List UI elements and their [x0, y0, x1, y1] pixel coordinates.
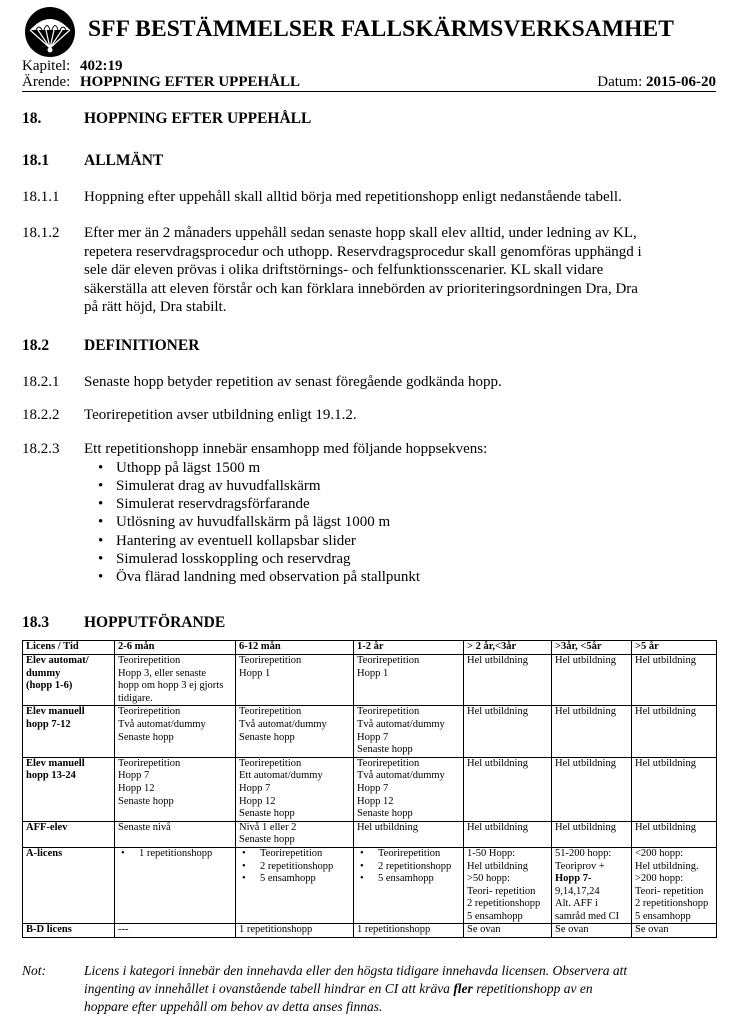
- list-item-text: Hantering av eventuell kollapsbar slider: [116, 532, 356, 549]
- header-divider: [22, 91, 716, 92]
- cell-line: Teorirepetition: [357, 757, 420, 769]
- cell-line: Senaste hopp: [357, 744, 413, 756]
- paragraph-text: Ett repetitionshopp innebär ensamhopp med följande hoppsekvens:: [84, 441, 488, 457]
- chapter-number: 18.: [22, 110, 42, 127]
- table-cell: [354, 821, 464, 847]
- note-label: Not:: [22, 963, 47, 978]
- list-item: [360, 861, 460, 874]
- table-cell: [115, 821, 236, 847]
- cell-line: Två automat/dummy: [357, 718, 445, 730]
- cell-line: A-licens: [26, 847, 63, 859]
- column-header: >3år, <5år: [552, 641, 632, 655]
- table-cell: [354, 706, 464, 757]
- cell-line: ---: [118, 924, 129, 936]
- datum-label: Datum:: [597, 74, 643, 90]
- cell-line: Senaste hopp: [118, 795, 174, 807]
- bullet-icon: •: [98, 532, 104, 549]
- cell-line: Elev manuell: [26, 706, 85, 718]
- cell-line: Ett automat/dummy: [239, 770, 323, 782]
- cell-line: 1 repetitionshopp: [357, 924, 431, 936]
- cell-line: Två automat/dummy: [118, 718, 206, 730]
- list-item-text: Utlösning av huvudfallskärm på lägst 1000 m: [116, 514, 391, 531]
- cell-line: dummy: [26, 667, 61, 679]
- paragraph-18-2-1: [22, 373, 712, 392]
- cell-line: Senaste hopp: [239, 808, 295, 820]
- cell-line: Elev automat/: [26, 655, 89, 666]
- table-cell: [552, 821, 632, 847]
- table-cell: [115, 706, 236, 757]
- bullet-icon: •: [242, 873, 246, 885]
- paragraph-number: 18.1.2: [22, 225, 60, 241]
- list-item: [98, 495, 712, 513]
- cell-line: Två automat/dummy: [239, 718, 327, 730]
- bullet-icon: •: [360, 847, 364, 859]
- column-header: >5 år: [632, 641, 717, 655]
- table-row: [23, 847, 717, 924]
- table-row: [23, 924, 717, 938]
- cell-line: Teorirepetition: [118, 655, 181, 666]
- section-heading-18-1: [22, 152, 712, 171]
- paragraph-18-2-3: [22, 440, 712, 587]
- parachute-logo-icon: [22, 6, 78, 58]
- note-text: [84, 962, 716, 1015]
- table-row: [23, 655, 717, 706]
- cell-line: Hel utbildning: [467, 821, 528, 833]
- cell-line: Teori- repetition: [467, 885, 536, 897]
- table-cell: [632, 847, 717, 924]
- cell-line: Hopp 12: [239, 795, 276, 807]
- cell-bullet-list: [360, 848, 460, 886]
- cell-line: hopp om hopp 3 ej gjorts: [118, 680, 224, 692]
- cell-line: <200 hopp:: [635, 847, 684, 859]
- arende-label: Ärende:: [22, 74, 71, 90]
- cell-line: Nivå 1 eller 2: [239, 821, 297, 833]
- cell-line: Hel utbildning: [467, 706, 528, 718]
- table-cell: [632, 706, 717, 757]
- table-cell: [464, 847, 552, 924]
- section-number: 18.2: [22, 337, 50, 354]
- table-cell: [236, 757, 354, 821]
- table-cell: [552, 757, 632, 821]
- cell-line: Teori- repetition: [635, 885, 704, 897]
- list-item: [242, 861, 350, 874]
- license-cell: [23, 924, 115, 938]
- cell-line: 5 ensamhopp: [467, 910, 523, 922]
- table-cell: [236, 924, 354, 938]
- note-line: hoppare efter uppehåll om behov av detta anses finnas.: [84, 998, 383, 1014]
- cell-line: Hel utbildning: [635, 821, 696, 833]
- list-item-text: Teorirepetition: [260, 847, 323, 859]
- column-header: > 2 år,<3år: [464, 641, 552, 655]
- paragraph-18-1-1: [22, 188, 712, 207]
- license-cell: [23, 757, 115, 821]
- cell-line: Teorirepetition: [118, 757, 181, 769]
- cell-line: Hel utbildning: [555, 821, 616, 833]
- list-item: [98, 532, 712, 550]
- table-row: [23, 821, 717, 847]
- table-cell: [464, 924, 552, 938]
- cell-line: Teorirepetition: [239, 655, 302, 666]
- paragraph-number: 18.2.2: [22, 407, 60, 423]
- cell-line: Hopp 7-: [555, 873, 592, 885]
- chapter-heading: [22, 110, 712, 129]
- cell-line: 51-200 hopp:: [555, 847, 612, 859]
- table-cell: [236, 706, 354, 757]
- paragraph-line: sele där eleven prövas i olika driftstörnings- och felfunktionsscenarier. KL skall vidare: [84, 262, 604, 278]
- section-number: 18.3: [22, 614, 50, 631]
- cell-line: Senaste hopp: [357, 808, 413, 820]
- section-title: ALLMÄNT: [84, 152, 164, 169]
- chapter-title: HOPPNING EFTER UPPEHÅLL: [84, 110, 312, 127]
- table-cell: [115, 655, 236, 706]
- arende-row: [22, 74, 716, 91]
- bullet-icon: •: [360, 860, 364, 872]
- bullet-icon: •: [98, 496, 104, 513]
- cell-line: 2 repetitionshopp: [635, 898, 709, 910]
- list-item-text: 2 repetitionshopp: [378, 860, 452, 872]
- cell-line: (hopp 1-6): [26, 680, 73, 692]
- paragraph-line: på rätt höjd, Dra stabilt.: [84, 299, 227, 315]
- cell-line: Teoriprov +: [555, 860, 605, 872]
- cell-line: B-D licens: [26, 924, 72, 936]
- cell-line: Senaste hopp: [239, 834, 295, 846]
- bullet-icon: •: [98, 459, 104, 476]
- cell-line: Hel utbildning: [467, 655, 528, 666]
- bullet-icon: •: [242, 860, 246, 872]
- table-cell: [464, 821, 552, 847]
- note-line: Licens i kategori innebär den innehavda eller den högsta tidigare innehavda licensen. Observera att: [84, 963, 628, 978]
- list-item-text: Teorirepetition: [378, 847, 441, 859]
- paragraph-number: 18.1.1: [22, 189, 60, 205]
- license-cell: [23, 821, 115, 847]
- cell-line: 1 repetitionshopp: [239, 924, 313, 936]
- column-header: 6-12 mån: [236, 641, 354, 655]
- section-number: 18.1: [22, 152, 50, 169]
- note-fragment: ingenting av innehållet i ovanstående tabell hindrar en CI att kräva: [84, 980, 450, 996]
- cell-line: 9,14,17,24: [555, 885, 600, 897]
- list-item: [98, 568, 712, 586]
- cell-bullet-list: [242, 848, 350, 886]
- cell-line: Teorirepetition: [239, 757, 302, 769]
- license-cell: [23, 706, 115, 757]
- cell-line: Se ovan: [467, 924, 501, 936]
- list-item-text: Simulerat drag av huvudfallskärm: [116, 477, 321, 494]
- footnote: [22, 962, 716, 1015]
- cell-line: Hel utbildning: [555, 655, 616, 666]
- table-cell: [552, 655, 632, 706]
- cell-line: Hopp 3, eller senaste: [118, 667, 207, 679]
- paragraph-line: Efter mer än 2 månaders uppehåll sedan senaste hopp skall elev alltid, under ledning av KL,: [84, 225, 637, 241]
- note-line: [84, 980, 716, 998]
- list-item: [121, 848, 232, 861]
- cell-line: Senaste hopp: [239, 731, 295, 743]
- list-item-text: 2 repetitionshopp: [260, 860, 334, 872]
- cell-line: Teorirepetition: [357, 655, 420, 666]
- cell-line: Teorirepetition: [118, 706, 181, 718]
- note-fragment: repetitionshopp av en: [476, 980, 593, 996]
- cell-line: AFF-elev: [26, 821, 68, 833]
- table-cell: [115, 847, 236, 924]
- bullet-icon: •: [98, 514, 104, 531]
- cell-line: Hel utbildning: [635, 757, 696, 769]
- license-cell: [23, 655, 115, 706]
- section-heading-18-3: [22, 614, 712, 633]
- cell-line: >200 hopp:: [635, 873, 684, 885]
- license-cell: [23, 847, 115, 924]
- jump-sequence-list: [98, 459, 712, 587]
- cell-line: Senaste nivå: [118, 821, 171, 833]
- table-cell: [354, 847, 464, 924]
- bullet-icon: •: [98, 477, 104, 494]
- table-cell: [632, 757, 717, 821]
- paragraph-number: 18.2.3: [22, 441, 60, 457]
- cell-line: Hopp 7: [118, 770, 150, 782]
- list-item-text: Uthopp på lägst 1500 m: [116, 459, 261, 476]
- list-item: [360, 873, 460, 886]
- cell-line: Hopp 12: [118, 782, 155, 794]
- table-cell: [632, 924, 717, 938]
- cell-line: hopp 13-24: [26, 770, 76, 782]
- column-header: 2-6 mån: [115, 641, 236, 655]
- table-cell: [464, 655, 552, 706]
- cell-line: Hopp 1: [239, 667, 271, 679]
- cell-line: Teorirepetition: [357, 706, 420, 718]
- column-header: Licens / Tid: [23, 641, 115, 655]
- cell-line: Teorirepetition: [239, 706, 302, 718]
- paragraph-text: Teorirepetition avser utbildning enligt 19.1.2.: [84, 407, 357, 423]
- paragraph-line: repetera reservdragsprocedur och uthopp. Reservdragsprocedur skall genomföras upphängd i: [84, 243, 642, 260]
- cell-line: Hel utbildning: [467, 757, 528, 769]
- cell-line: 1-50 Hopp:: [467, 847, 516, 859]
- datum: [597, 74, 716, 91]
- table-cell: [552, 706, 632, 757]
- table-cell: [236, 821, 354, 847]
- list-item: [242, 873, 350, 886]
- paragraph-text: [84, 224, 712, 317]
- kapitel-value: 402:19: [80, 58, 123, 74]
- cell-line: 2 repetitionshopp: [467, 898, 541, 910]
- list-item: [98, 459, 712, 477]
- cell-line: Hopp 7: [239, 782, 271, 794]
- table-cell: [464, 706, 552, 757]
- table-cell: [464, 757, 552, 821]
- paragraph-18-2-2: [22, 406, 712, 425]
- kapitel-row: [22, 58, 716, 75]
- cell-line: Hel utbildning: [555, 706, 616, 718]
- cell-line: Se ovan: [635, 924, 669, 936]
- cell-line: Se ovan: [555, 924, 589, 936]
- cell-line: hopp 7-12: [26, 718, 71, 730]
- datum-value: 2015-06-20: [646, 74, 716, 90]
- cell-line: Hopp 12: [357, 795, 394, 807]
- table-cell: [632, 821, 717, 847]
- arende-value: HOPPNING EFTER UPPEHÅLL: [80, 74, 301, 90]
- table-cell: [354, 924, 464, 938]
- cell-line: Hopp 7: [357, 782, 389, 794]
- table-cell: [236, 847, 354, 924]
- list-item: [98, 477, 712, 495]
- cell-line: Hel utbildning: [635, 706, 696, 718]
- cell-line: Hopp 7: [357, 731, 389, 743]
- cell-line: Alt. AFF i: [555, 898, 598, 910]
- table-cell: [632, 655, 717, 706]
- section-title: DEFINITIONER: [84, 337, 200, 354]
- list-item-text: Simulerat reservdragsförfarande: [116, 496, 310, 513]
- table-cell: [115, 757, 236, 821]
- bullet-icon: •: [121, 847, 125, 859]
- cell-line: samråd med CI: [555, 910, 620, 922]
- cell-line: 5 ensamhopp: [635, 910, 691, 922]
- cell-line: Hopp 1: [357, 667, 389, 679]
- cell-line: Senaste hopp: [118, 731, 174, 743]
- list-item-text: 5 ensamhopp: [378, 873, 434, 885]
- table-cell: [552, 847, 632, 924]
- cell-line: Elev manuell: [26, 757, 85, 769]
- paragraph-line: säkerställa att eleven förstår och kan förklara innebörden av prioriteringsordningen Dra, Dra: [84, 280, 638, 297]
- kapitel-label: Kapitel:: [22, 58, 71, 74]
- cell-line: Hel utbildning: [467, 860, 528, 872]
- document-header: [22, 6, 716, 58]
- column-header: 1-2 år: [354, 641, 464, 655]
- paragraph-number: 18.2.1: [22, 374, 60, 390]
- section-heading-18-2: [22, 337, 712, 356]
- section-title: HOPPUTFÖRANDE: [84, 614, 226, 631]
- cell-line: tidigare.: [118, 692, 153, 704]
- table-cell: [236, 655, 354, 706]
- cell-line: Hel utbildning: [357, 821, 418, 833]
- list-item: [242, 848, 350, 861]
- table-row: [23, 757, 717, 821]
- paragraph-18-1-2: [22, 224, 712, 317]
- cell-line: Hel utbildning: [555, 757, 616, 769]
- list-item: [98, 513, 712, 531]
- table-cell: [354, 757, 464, 821]
- cell-line: Hel utbildning: [635, 655, 696, 666]
- list-item: [360, 848, 460, 861]
- note-emphasis: fler: [453, 980, 473, 996]
- cell-bullet-list: [121, 848, 232, 861]
- table-cell: [552, 924, 632, 938]
- repetition-table: [22, 640, 717, 938]
- table-header-row: [23, 641, 717, 655]
- paragraph-text: Senaste hopp betyder repetition av senast föregående godkända hopp.: [84, 374, 502, 390]
- table-cell: [115, 924, 236, 938]
- cell-line: >50 hopp:: [467, 873, 510, 885]
- paragraph-text: Hoppning efter uppehåll skall alltid börja med repetitionshopp enligt nedanstående tabell.: [84, 189, 622, 205]
- list-item-text: Simulerad losskoppling och reservdrag: [116, 550, 351, 567]
- cell-line: Två automat/dummy: [357, 770, 445, 782]
- table-row: [23, 706, 717, 757]
- document-title: SFF BESTÄMMELSER FALLSKÄRMSVERKSAMHET: [88, 16, 675, 42]
- bullet-icon: •: [98, 550, 104, 567]
- list-item: [98, 550, 712, 568]
- bullet-icon: •: [242, 847, 246, 859]
- list-item-text: 1 repetitionshopp: [139, 847, 213, 859]
- list-item-text: 5 ensamhopp: [260, 873, 316, 885]
- table-cell: [354, 655, 464, 706]
- cell-line: Hel utbildning.: [635, 860, 699, 872]
- bullet-icon: •: [360, 873, 364, 885]
- bullet-icon: •: [98, 569, 104, 586]
- list-item-text: Öva flärad landning med observation på stallpunkt: [116, 569, 421, 586]
